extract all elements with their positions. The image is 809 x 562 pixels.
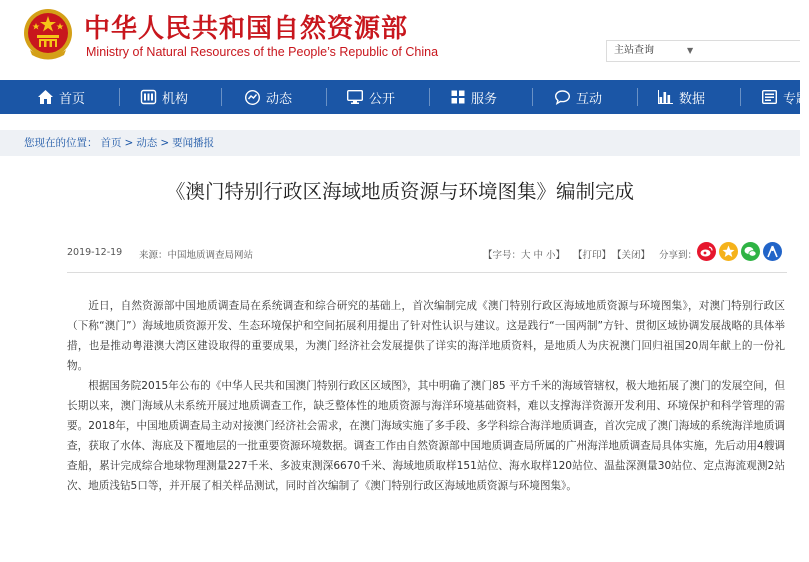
station-select-value: 主站查询 xyxy=(614,45,654,56)
nav-item-label: 服务 xyxy=(471,91,498,107)
nav-divider xyxy=(637,88,638,106)
national-emblem-icon[interactable] xyxy=(22,6,74,62)
nav-item-data[interactable] xyxy=(658,80,705,114)
chat-icon xyxy=(555,90,570,104)
article-title: 《澳门特别行政区海域地质资源与环境图集》编制完成 xyxy=(165,180,634,203)
topic-icon xyxy=(762,90,777,104)
service-icon xyxy=(451,90,465,104)
article-paragraph: 近日，自然资源部中国地质调查局在系统调查和综合研究的基础上，首次编制完成《澳门特别行政区海域地质资源与环境图集》，对澳门特别行政区（下称“澳门”）海域地质资源开发、生态环境保护和空间拓展利用提出了针对性认识与建议。这是践行“一国两制”方针、贯彻区域协调发展战略的具体举措，也是推动粤港澳大湾区建设取得的重要成果，为澳门经济社会发展提供了详实的海洋地质资料，是地质人为庆祝澳门回归祖国20周年献上的一份礼物。 xyxy=(67,300,785,372)
article-source: 来源：中国地质调查局网站 xyxy=(139,250,254,261)
nav-item-label: 公开 xyxy=(369,91,396,107)
font-size-control[interactable]: 【字号：大 中 小】 xyxy=(483,250,566,261)
nav-item-public[interactable] xyxy=(347,80,395,114)
nav-item-news[interactable] xyxy=(245,80,292,114)
share-label: 分享到： xyxy=(659,250,698,261)
nav-item-service[interactable] xyxy=(451,80,497,114)
article-date: 2019-12-19 xyxy=(67,247,123,258)
news-icon xyxy=(245,90,260,105)
nav-divider xyxy=(429,88,430,106)
breadcrumb xyxy=(0,130,800,156)
meta-divider xyxy=(67,272,787,273)
article-paragraph: 根据国务院2015年公布的《中华人民共和国澳门特别行政区区域图》，其中明确了澳门85 平方千米的海域管辖权，极大地拓展了澳门的发展空间，但长期以来，澳门海域从未系统开展过地质调查工作，缺乏整体性的地质资源与海洋环境基础资料，难以支撑海洋资源开发利用、环境保护和科学管理的需要。2018年，中国地质调查局主动对接澳门经济社会需求，在澳门海域实施了多手段、多学科综合海洋地质调查，首次完成了澳门海域的系统海洋地质调查，获取了水体、海底及下覆地层的一批重要资源环境数据。调查工作由自然资源部中国地质调查局所属的广州海洋地质调查局具体实施，先后动用4艘调查船，累计完成综合地球物理测量227千米、多波束测深6670千米、海域地质取样151站位、海水取样120站位、温盐深测量30站位、定点海流观测2站次、地质浅钻5口等，并开展了相关样品测试，同时首次编制了《澳门特别行政区海域地质资源与环境图集》。 xyxy=(67,380,785,492)
renren-share-icon[interactable] xyxy=(763,242,782,261)
nav-item-label: 互动 xyxy=(576,91,603,107)
breadcrumb-link-headlines[interactable]: 要闻播报 xyxy=(172,137,215,149)
nav-divider xyxy=(221,88,222,106)
breadcrumb-link-news[interactable]: 动态 xyxy=(136,137,158,149)
nav-divider xyxy=(532,88,533,106)
wechat-share-icon[interactable] xyxy=(741,242,760,261)
nav-item-label: 动态 xyxy=(266,91,293,107)
breadcrumb-separator: > xyxy=(160,137,170,149)
nav-divider xyxy=(119,88,120,106)
close-link[interactable]: 【关闭】 xyxy=(612,250,651,261)
print-link[interactable]: 【打印】 xyxy=(573,250,612,261)
nav-divider xyxy=(326,88,327,106)
nav-divider xyxy=(740,88,741,106)
nav-item-label: 机构 xyxy=(162,91,189,107)
nav-item-label: 首页 xyxy=(59,91,86,107)
monitor-icon xyxy=(347,90,363,104)
nav-item-topic[interactable] xyxy=(762,80,809,114)
main-nav xyxy=(0,80,809,114)
chart-icon xyxy=(658,90,673,104)
institution-icon xyxy=(141,90,156,104)
nav-item-interaction[interactable] xyxy=(555,80,602,114)
station-search-select[interactable] xyxy=(606,40,800,62)
nav-item-label: 数据 xyxy=(679,91,706,107)
article-meta xyxy=(67,241,787,267)
breadcrumb-link-home[interactable]: 首页 xyxy=(100,137,122,149)
article-body xyxy=(67,296,785,496)
breadcrumb-separator: > xyxy=(124,137,134,149)
nav-item-home[interactable] xyxy=(38,80,85,114)
breadcrumb-prefix: 您现在的位置： xyxy=(24,137,98,149)
nav-item-label: 专题 xyxy=(783,91,809,107)
qzone-share-icon[interactable] xyxy=(719,242,738,261)
site-header xyxy=(0,0,800,80)
chevron-down-icon: ▼ xyxy=(687,46,694,55)
weibo-share-icon[interactable] xyxy=(697,242,716,261)
home-icon xyxy=(38,90,53,104)
nav-item-institution[interactable] xyxy=(141,80,188,114)
site-name-cn[interactable]: 中华人民共和国自然资源部 xyxy=(84,14,409,44)
site-name-en: Ministry of Natural Resources of the People’s Republic of China xyxy=(86,45,439,59)
